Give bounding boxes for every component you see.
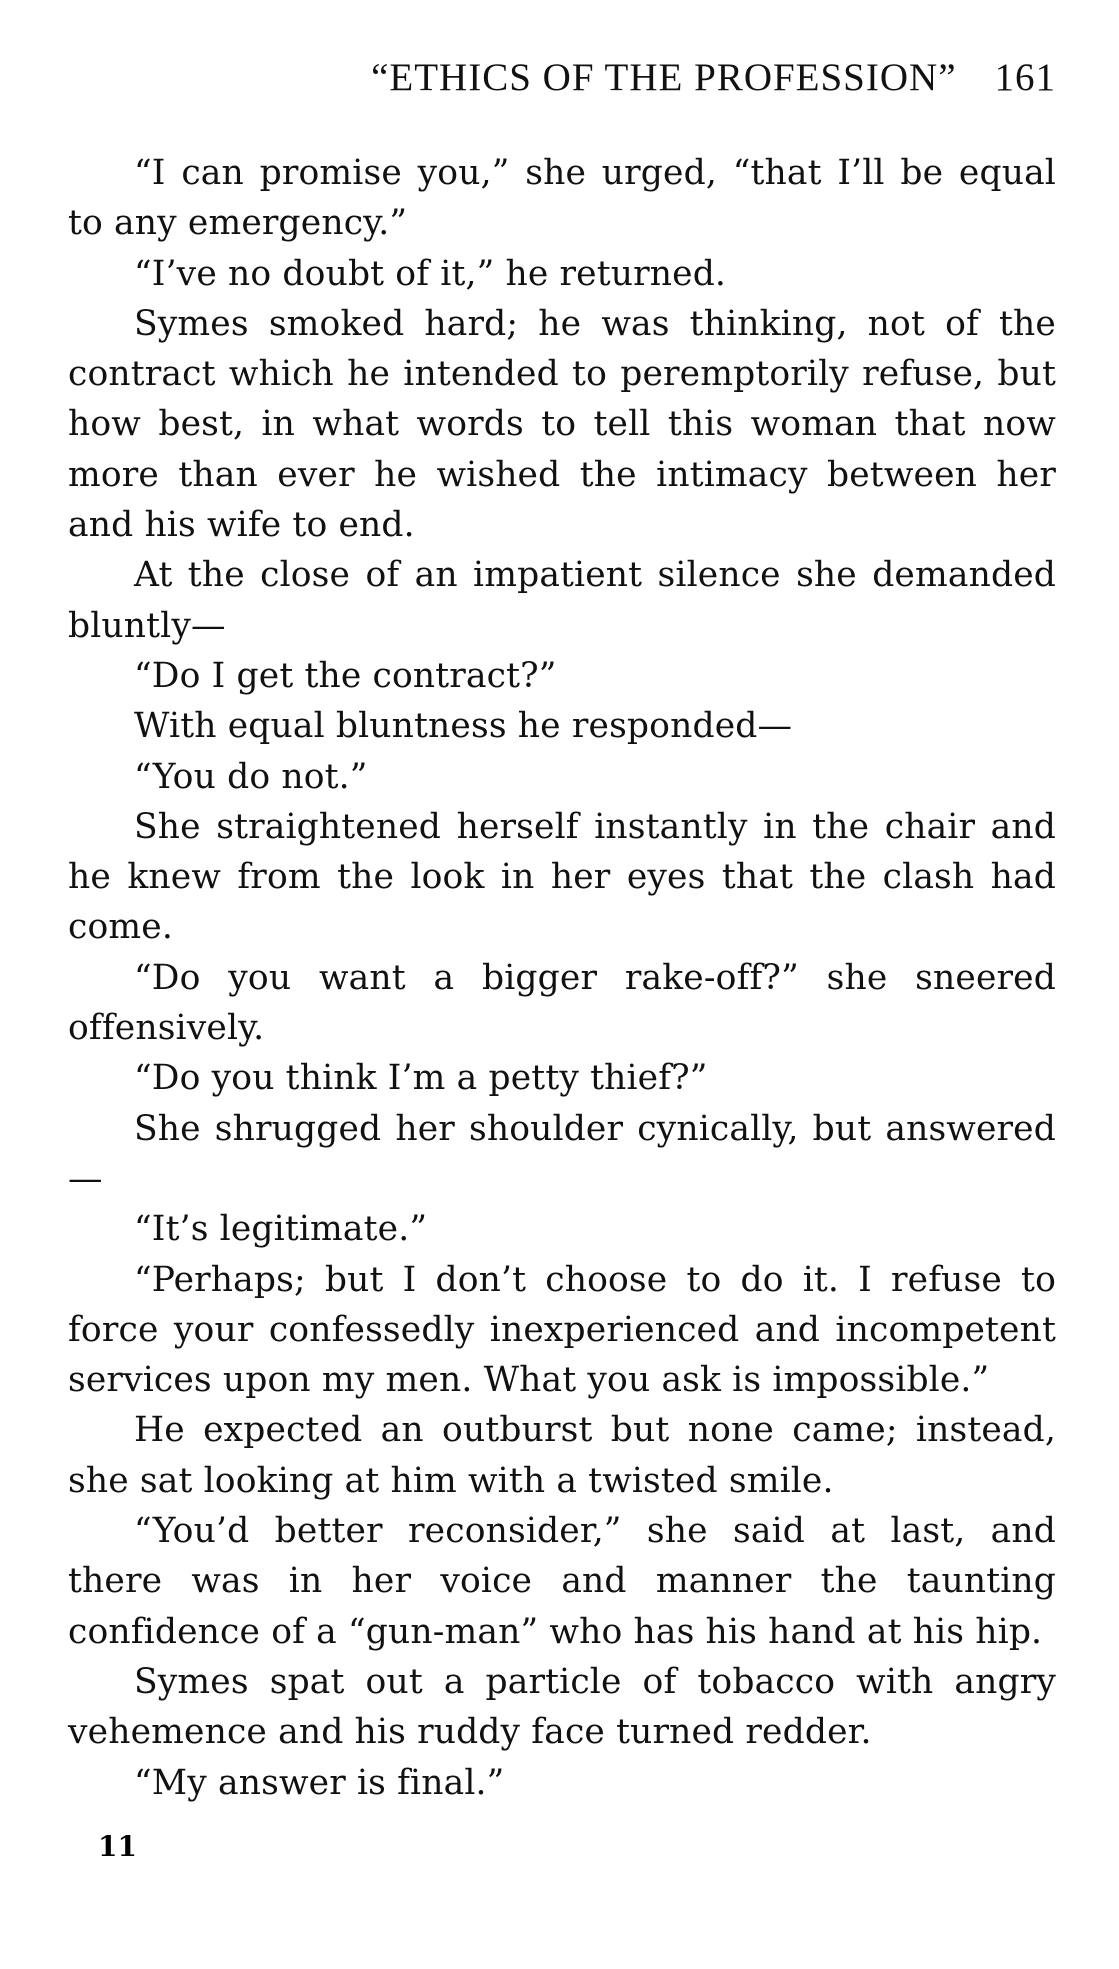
paragraph: At the close of an impatient silence she demanded bluntly— <box>68 555 1056 646</box>
body-text <box>68 148 1056 1808</box>
paragraph: “You’d better reconsider,” she said at last, and there was in her voice and manner the taunting confidence of a “gun-man” who has his hand at his hip. <box>68 1511 1056 1652</box>
paragraph: With equal bluntness he responded— <box>134 706 793 747</box>
paragraph: “It’s legitimate.” <box>134 1209 428 1250</box>
paragraph: “You do not.” <box>134 756 368 797</box>
signature-mark: 11 <box>98 1830 137 1863</box>
running-head <box>68 55 1056 111</box>
book-page <box>68 55 1056 1808</box>
paragraph: “Do you think I’m a petty thief?” <box>134 1058 708 1099</box>
chapter-title: “ETHICS OF THE PROFESSION” <box>371 56 957 99</box>
paragraph: Symes spat out a particle of tobacco with angry vehemence and his ruddy face turned redder. <box>68 1661 1056 1753</box>
paragraph: “I’ve no doubt of it,” he returned. <box>134 253 727 294</box>
paragraph: Symes smoked hard; he was thinking, not of the contract which he intended to peremptorily refuse, but how best, in what words to tell this woman that now more than ever he wished the intimacy between her and his wife to end. <box>68 303 1056 546</box>
paragraph: She shrugged her shoulder cynically, but answered— <box>68 1108 1056 1199</box>
page-number: 161 <box>994 56 1056 99</box>
paragraph: He expected an outburst but none came; instead, she sat looking at him with a twisted smile. <box>68 1410 1056 1501</box>
paragraph: “My answer is final.” <box>134 1762 505 1803</box>
paragraph: “I can promise you,” she urged, “that I’ll be equal to any emergency.” <box>68 153 1056 244</box>
paragraph: She straightened herself instantly in the chair and he knew from the look in her eyes that the clash had come. <box>68 806 1056 948</box>
paragraph: “Do you want a bigger rake-off?” she sneered offensively. <box>68 957 1056 1049</box>
paragraph: “Perhaps; but I don’t choose to do it. I refuse to force your confessedly inexperienced and incompetent services upon my men. What you ask is impossible.” <box>68 1259 1056 1401</box>
paragraph: “Do I get the contract?” <box>134 655 557 696</box>
